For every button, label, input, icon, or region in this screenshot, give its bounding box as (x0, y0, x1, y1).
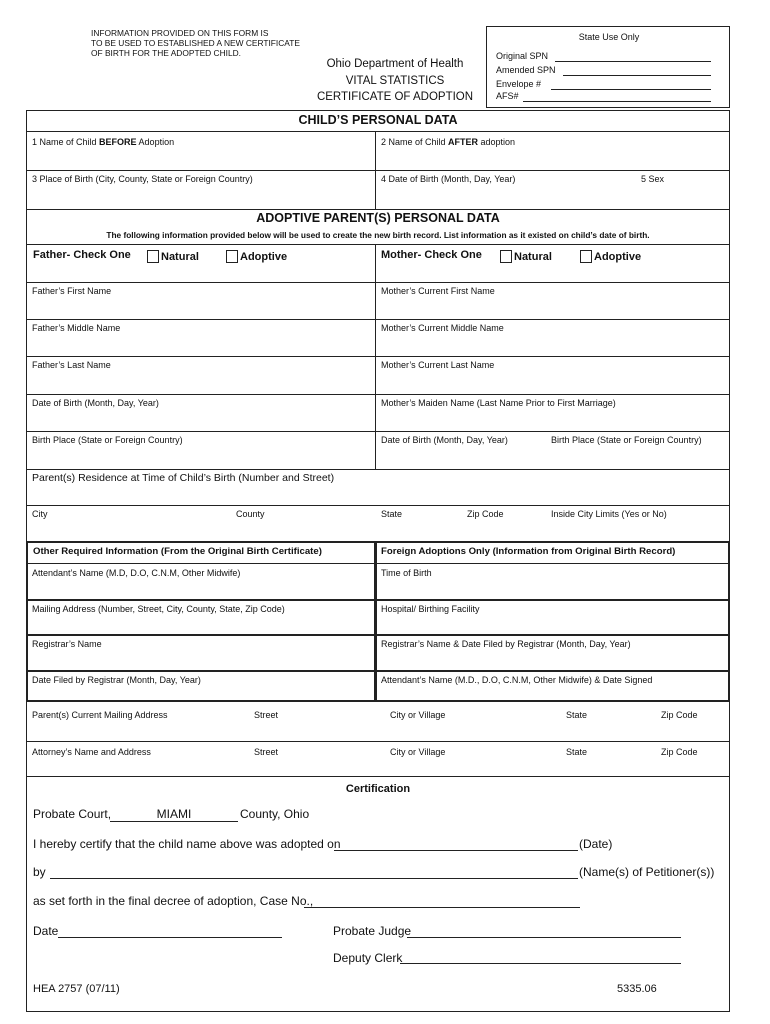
divider (26, 356, 730, 357)
envelope-label: Envelope # (496, 79, 542, 89)
deputy-clerk-field[interactable] (400, 963, 681, 964)
form-code: 5335.06 (617, 983, 657, 995)
divider (26, 319, 730, 320)
label-text: 2 Name of Child (381, 137, 449, 147)
city-village-label: City or Village (390, 747, 446, 757)
attendant-name-label: Attendant’s Name (M.D, D.O, C.N.M, Other Midwife) (32, 568, 241, 578)
father-first-name-label: Father’s First Name (32, 286, 112, 296)
label-text: 1 Name of Child (32, 137, 100, 147)
mailing-address-label: Mailing Address (Number, Street, City, County, State, Zip Code) (32, 604, 285, 614)
notice-line: TO BE USED TO ESTABLISHED A NEW CERTIFICATE (91, 38, 300, 48)
header-notice (91, 28, 331, 58)
place-of-birth-label: 3 Place of Birth (City, County, State or Foreign Country) (32, 174, 253, 184)
inside-city-label: Inside City Limits (Yes or No) (551, 509, 667, 519)
state-use-box (486, 26, 730, 108)
by-label: by (33, 865, 46, 879)
father-adoptive-checkbox[interactable] (226, 250, 238, 263)
zip-label: Zip Code (661, 710, 698, 720)
divider (26, 131, 730, 132)
time-of-birth-label: Time of Birth (381, 568, 432, 578)
mother-adoptive-label: Adoptive (594, 251, 642, 263)
divider (26, 431, 730, 432)
parent-section-subtitle: The following information provided below will be used to create the new birth record. List information as it existed on child’s date of birth. (106, 230, 650, 240)
divider (26, 505, 730, 506)
county-suffix: County, Ohio (240, 807, 310, 821)
county-label: County (236, 509, 265, 519)
residence-label: Parent(s) Residence at Time of Child’s Birth (Number and Street) (32, 472, 335, 484)
divider (26, 209, 730, 210)
division-name: VITAL STATISTICS (345, 75, 445, 87)
label-text: Adoption (136, 137, 175, 147)
mother-natural-label: Natural (514, 251, 552, 263)
father-middle-name-label: Father’s Middle Name (32, 323, 121, 333)
foreign-adoption-title: Foreign Adoptions Only (Information from Original Birth Record) (381, 546, 676, 557)
attendant-signed-label: Attendant’s Name (M.D., D.O, C.N.M, Other Midwife) & Date Signed (381, 675, 653, 685)
original-spn-field[interactable] (555, 61, 711, 62)
father-adoptive-label: Adoptive (240, 251, 288, 263)
mother-first-name-label: Mother’s Current First Name (381, 286, 495, 296)
probate-judge-label: Probate Judge (333, 924, 412, 938)
original-spn-label: Original SPN (496, 51, 549, 61)
street-label: Street (254, 747, 279, 757)
city-village-label: City or Village (390, 710, 446, 720)
deputy-clerk-label: Deputy Clerk (333, 951, 403, 965)
decree-text: as set forth in the final decree of adoption, Case No., (33, 894, 314, 908)
certify-text: I hereby certify that the child name above was adopted on (33, 837, 341, 851)
mother-middle-name-label: Mother’s Current Middle Name (381, 323, 504, 333)
state-label: State (381, 509, 403, 519)
mother-check-label: Mother- Check One (381, 249, 482, 261)
mother-natural-checkbox[interactable] (500, 250, 512, 263)
zip-label: Zip Code (661, 747, 698, 757)
petitioners-label: (Name(s) of Petitioner(s)) (579, 865, 715, 879)
child-dob-label: 4 Date of Birth (Month, Day, Year) (381, 174, 516, 184)
agency-name: Ohio Department of Health (326, 58, 464, 70)
label-text: adoption (478, 137, 516, 147)
county-value[interactable]: MIAMI (110, 807, 238, 822)
date-filed-label: Date Filed by Registrar (Month, Day, Year) (32, 675, 201, 685)
form-title: CERTIFICATE OF ADOPTION (316, 91, 474, 103)
petitioners-field[interactable] (50, 878, 578, 879)
state-use-title: State Use Only (578, 32, 640, 42)
divider (26, 282, 730, 283)
label-bold: BEFORE (99, 137, 137, 147)
date-suffix-label: (Date) (579, 837, 613, 851)
divider (26, 741, 730, 742)
parent-section-title: ADOPTIVE PARENT(S) PERSONAL DATA (256, 211, 500, 225)
sex-label: 5 Sex (641, 174, 665, 184)
form-number: HEA 2757 (07/11) (33, 983, 120, 995)
envelope-field[interactable] (551, 89, 711, 90)
afs-field[interactable] (523, 101, 711, 102)
child-section-title: CHILD’S PERSONAL DATA (298, 113, 458, 127)
registrar-name-date-label: Registrar’s Name & Date Filed by Registrar (Month, Day, Year) (381, 639, 631, 649)
divider (26, 394, 730, 395)
divider (375, 244, 376, 470)
father-natural-label: Natural (161, 251, 199, 263)
afs-label: AFS# (496, 91, 519, 101)
date-label: Date (33, 924, 59, 938)
parents-mailing-label: Parent(s) Current Mailing Address (32, 710, 168, 720)
probate-judge-field[interactable] (407, 937, 681, 938)
registrar-name-label: Registrar’s Name (32, 639, 102, 649)
zip-label: Zip Code (467, 509, 504, 519)
case-number-field[interactable] (304, 907, 580, 908)
mother-birthplace-label: Birth Place (State or Foreign Country) (551, 435, 702, 445)
other-info-title: Other Required Information (From the Original Birth Certificate) (33, 546, 322, 557)
divider (26, 170, 730, 171)
hospital-label: Hospital/ Birthing Facility (381, 604, 480, 614)
label-bold: AFTER (448, 137, 479, 147)
divider (26, 244, 730, 245)
father-last-name-label: Father’s Last Name (32, 360, 111, 370)
divider (26, 634, 730, 636)
divider (26, 599, 730, 601)
street-label: Street (254, 710, 279, 720)
mother-dob-label: Date of Birth (Month, Day, Year) (381, 435, 508, 445)
amended-spn-field[interactable] (563, 75, 711, 76)
divider (26, 670, 730, 672)
city-label: City (32, 509, 48, 519)
notice-line: OF BIRTH FOR THE ADOPTED CHILD. (91, 48, 241, 58)
mother-maiden-name-label: Mother’s Maiden Name (Last Name Prior to First Marriage) (381, 398, 616, 408)
state-label: State (566, 710, 588, 720)
adoption-date-field[interactable] (334, 850, 578, 851)
mother-adoptive-checkbox[interactable] (580, 250, 592, 263)
certification-title: Certification (345, 783, 411, 795)
father-birthplace-label: Birth Place (State or Foreign Country) (32, 435, 183, 445)
father-dob-label: Date of Birth (Month, Day, Year) (32, 398, 159, 408)
father-natural-checkbox[interactable] (147, 250, 159, 263)
state-label: State (566, 747, 588, 757)
mother-last-name-label: Mother’s Current Last Name (381, 360, 495, 370)
attorney-label: Attorney’s Name and Address (32, 747, 151, 757)
name-after-label (381, 137, 515, 147)
divider (26, 563, 730, 564)
amended-spn-label: Amended SPN (496, 65, 556, 75)
divider (26, 469, 730, 470)
name-before-label (32, 137, 174, 147)
signing-date-field[interactable] (58, 937, 282, 938)
notice-line: INFORMATION PROVIDED ON THIS FORM IS (91, 28, 269, 38)
father-check-label: Father- Check One (33, 249, 131, 261)
probate-court-label: Probate Court, (33, 807, 112, 821)
